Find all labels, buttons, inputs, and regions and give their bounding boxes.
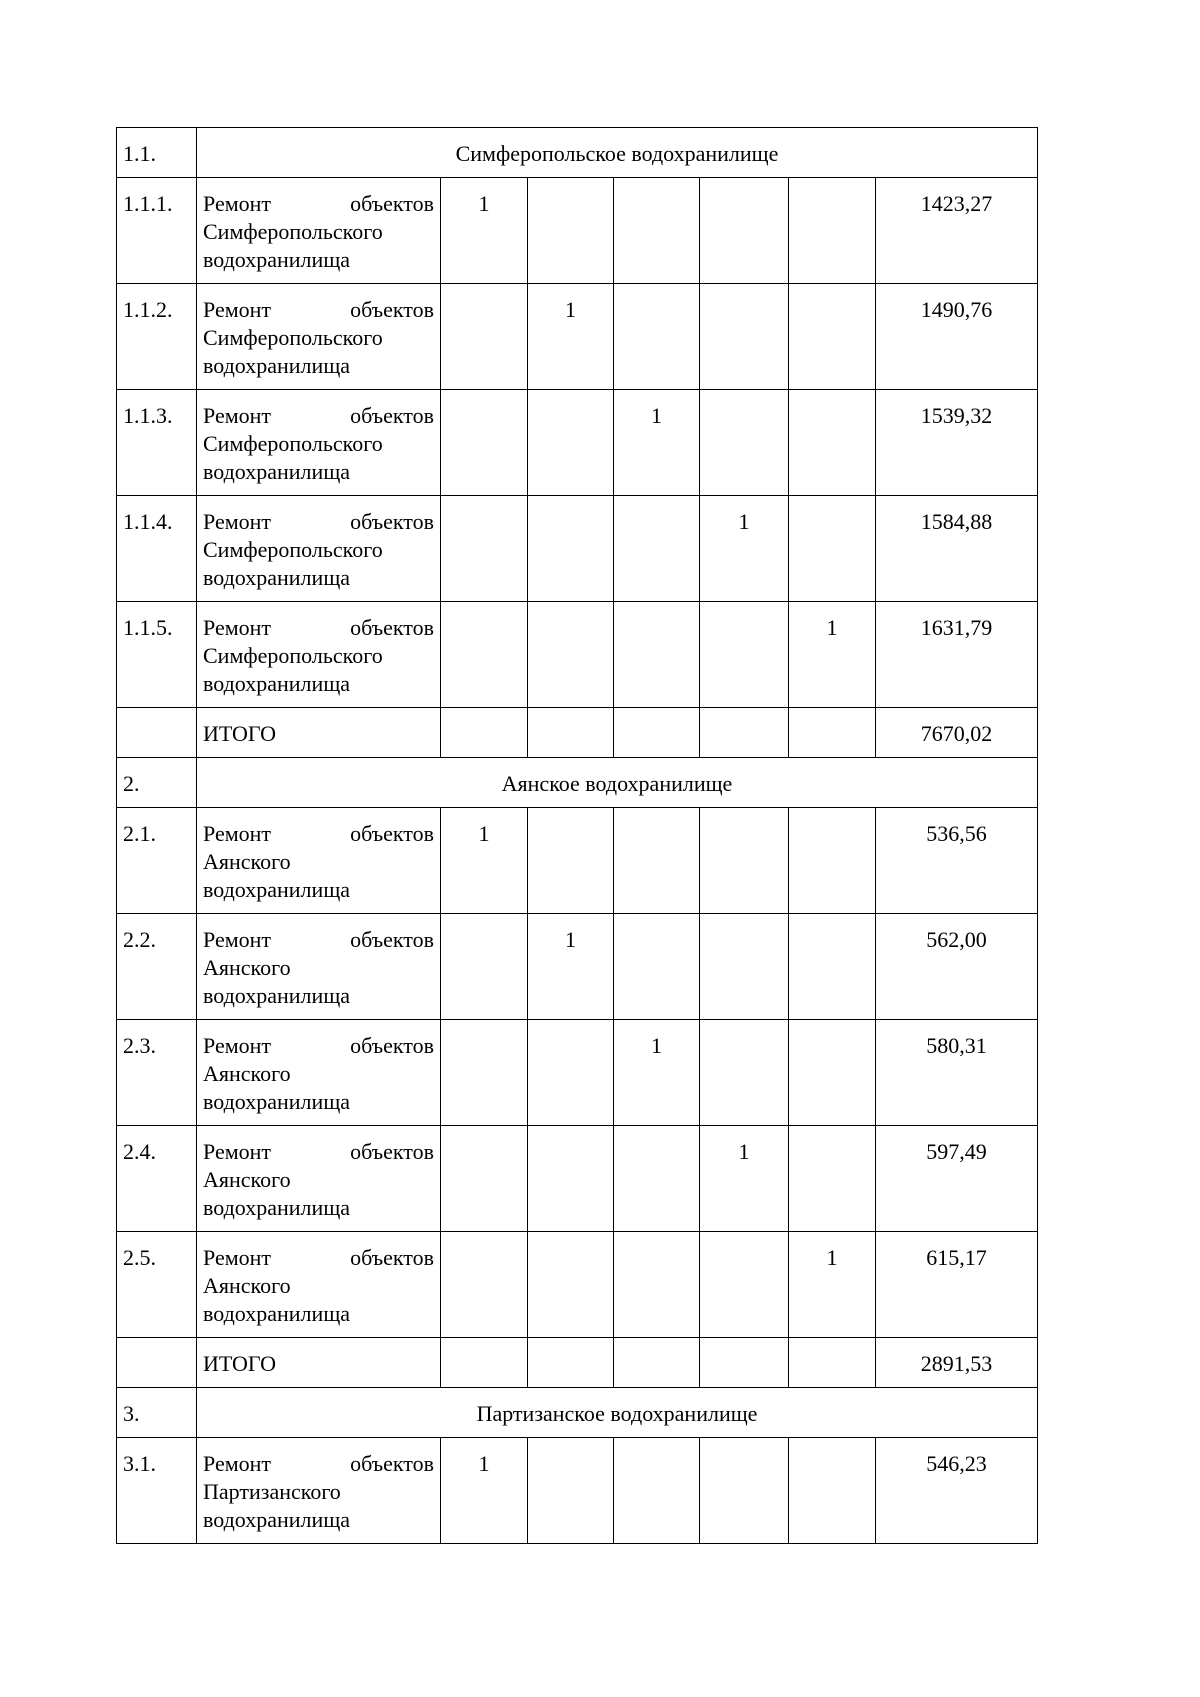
section-number: 2. [117,758,197,808]
row-number: 1.1.1. [117,178,197,284]
work-name: Ремонт объектов Аянского водохранилища [197,1126,441,1232]
year-flag: 1 [614,390,700,496]
year-flag [614,496,700,602]
year-flag: 1 [789,1232,876,1338]
year-flag [789,390,876,496]
year-flag [528,496,614,602]
work-name: Ремонт объектов Аянского водохранилища [197,914,441,1020]
table-row [117,178,1038,284]
section-title: Симферопольское водохранилище [197,128,1038,178]
year-flag [528,708,614,758]
year-flag [789,808,876,914]
work-name: Ремонт объектов Симферопольского водохранилища [197,390,441,496]
year-flag [700,1438,789,1544]
amount: 562,00 [876,914,1038,1020]
year-flag [614,1438,700,1544]
year-flag [614,708,700,758]
year-flag: 1 [441,178,528,284]
year-flag [441,1338,528,1388]
row-number: 3.1. [117,1438,197,1544]
year-flag [528,390,614,496]
table-row [117,1126,1038,1232]
row-number: 1.1.2. [117,284,197,390]
year-flag [614,914,700,1020]
year-flag [789,914,876,1020]
year-flag: 1 [614,1020,700,1126]
works-table [116,127,1038,1544]
table-row [117,284,1038,390]
year-flag [528,1020,614,1126]
year-flag [789,1020,876,1126]
year-flag [614,1232,700,1338]
section-row [117,128,1038,178]
section-row [117,1388,1038,1438]
year-flag [528,1126,614,1232]
year-flag [614,1126,700,1232]
year-flag [789,708,876,758]
total-amount: 2891,53 [876,1338,1038,1388]
total-label: ИТОГО [197,1338,441,1388]
year-flag: 1 [441,808,528,914]
year-flag [700,1020,789,1126]
year-flag [700,708,789,758]
table-row [117,1232,1038,1338]
year-flag [700,1232,789,1338]
amount: 1631,79 [876,602,1038,708]
section-number: 1.1. [117,128,197,178]
year-flag [528,1232,614,1338]
year-flag [700,284,789,390]
year-flag [528,178,614,284]
section-number: 3. [117,1388,197,1438]
amount: 1490,76 [876,284,1038,390]
year-flag [789,1438,876,1544]
table-row [117,1020,1038,1126]
year-flag: 1 [528,284,614,390]
year-flag [614,1338,700,1388]
year-flag [614,602,700,708]
year-flag [789,178,876,284]
section-title: Партизанское водохранилище [197,1388,1038,1438]
amount: 580,31 [876,1020,1038,1126]
year-flag [441,1126,528,1232]
year-flag [700,808,789,914]
work-name: Ремонт объектов Симферопольского водохранилища [197,284,441,390]
work-name: Ремонт объектов Симферопольского водохранилища [197,496,441,602]
row-number: 2.1. [117,808,197,914]
total-row [117,1338,1038,1388]
year-flag: 1 [700,496,789,602]
year-flag [700,178,789,284]
year-flag [441,914,528,1020]
work-name: Ремонт объектов Симферопольского водохранилища [197,602,441,708]
year-flag [528,1338,614,1388]
amount: 597,49 [876,1126,1038,1232]
year-flag [614,284,700,390]
total-amount: 7670,02 [876,708,1038,758]
work-name: Ремонт объектов Аянского водохранилища [197,808,441,914]
year-flag [441,602,528,708]
year-flag [441,708,528,758]
year-flag [700,390,789,496]
year-flag [614,178,700,284]
table-body [117,128,1038,1544]
amount: 615,17 [876,1232,1038,1338]
row-number: 1.1.5. [117,602,197,708]
year-flag [789,496,876,602]
total-row [117,708,1038,758]
table-row [117,602,1038,708]
table-row [117,914,1038,1020]
year-flag [441,1232,528,1338]
work-name: Ремонт объектов Аянского водохранилища [197,1232,441,1338]
table-row [117,1438,1038,1544]
year-flag [789,284,876,390]
table-row [117,390,1038,496]
row-number: 1.1.3. [117,390,197,496]
amount: 536,56 [876,808,1038,914]
year-flag [441,284,528,390]
year-flag [700,602,789,708]
row-number [117,1338,197,1388]
section-row [117,758,1038,808]
row-number: 2.3. [117,1020,197,1126]
amount: 1423,27 [876,178,1038,284]
year-flag: 1 [789,602,876,708]
year-flag: 1 [528,914,614,1020]
amount: 1539,32 [876,390,1038,496]
year-flag [700,1338,789,1388]
row-number: 2.4. [117,1126,197,1232]
year-flag [528,808,614,914]
total-label: ИТОГО [197,708,441,758]
year-flag [614,808,700,914]
amount: 546,23 [876,1438,1038,1544]
work-name: Ремонт объектов Партизанского водохранилища [197,1438,441,1544]
row-number: 2.5. [117,1232,197,1338]
year-flag [441,390,528,496]
row-number: 2.2. [117,914,197,1020]
table-row [117,496,1038,602]
year-flag [789,1338,876,1388]
row-number: 1.1.4. [117,496,197,602]
year-flag [441,1020,528,1126]
year-flag [789,1126,876,1232]
section-title: Аянское водохранилище [197,758,1038,808]
year-flag [700,914,789,1020]
work-name: Ремонт объектов Аянского водохранилища [197,1020,441,1126]
year-flag [528,1438,614,1544]
amount: 1584,88 [876,496,1038,602]
year-flag: 1 [441,1438,528,1544]
year-flag [441,496,528,602]
year-flag: 1 [700,1126,789,1232]
work-name: Ремонт объектов Симферопольского водохранилища [197,178,441,284]
row-number [117,708,197,758]
year-flag [528,602,614,708]
table-row [117,808,1038,914]
